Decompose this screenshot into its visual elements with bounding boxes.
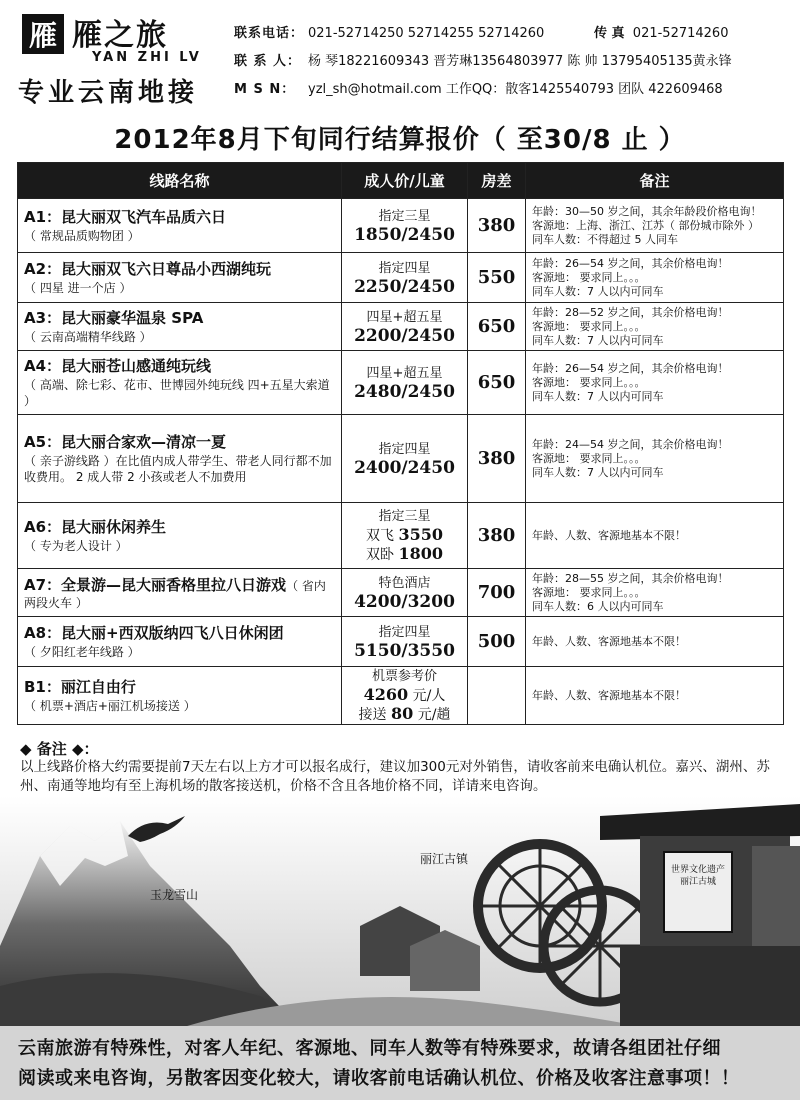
- route-cell: [18, 667, 342, 725]
- route-sub: （ 夕阳红老年线路 ）: [24, 644, 140, 659]
- price-line-sleeper: [342, 545, 467, 564]
- route-name: A2：昆大丽双飞六日尊品小西湖纯玩: [24, 259, 272, 278]
- note-line: 同车人数：7 人以内可同车: [532, 333, 664, 347]
- logo-chinese: 雁之旅: [72, 18, 168, 53]
- table-row: [18, 199, 784, 253]
- price-label: 指定三星: [378, 208, 431, 224]
- contacts-value: 杨 琴18221609343 晋芳琳13564803977 陈 帅 13795405135黄永锋: [308, 54, 732, 69]
- price-table: [17, 162, 784, 725]
- price-line-label: 双飞: [366, 527, 394, 544]
- price-value: 2250/2450: [354, 276, 455, 297]
- route-name-inline: [24, 576, 335, 611]
- route-cell: [18, 503, 342, 569]
- price-cell: [342, 617, 468, 667]
- route-name: A6：昆大丽休闲养生: [24, 517, 167, 536]
- note-line: 年龄：28—55 岁之间，其余价格电询！: [532, 571, 729, 585]
- route-name: A4：昆大丽苍山感通纯玩线: [24, 356, 212, 375]
- footer-banner: [0, 1026, 800, 1100]
- fax-value: 021-52714260: [632, 26, 729, 41]
- page-title: 2012年8月下旬同行结算报价（ 至30/8 止 ）: [114, 125, 686, 155]
- price-line-fly: [342, 526, 467, 545]
- label-jade-dragon-mountain: 玉龙雪山: [150, 888, 199, 902]
- table-row: [18, 351, 784, 415]
- price-line-unit: 元/趟: [417, 706, 451, 723]
- price-line-ticket: [342, 686, 467, 705]
- table-row: [18, 503, 784, 569]
- scene-svg: [0, 796, 800, 1028]
- route-name: A5：昆大丽合家欢—清凉一夏: [24, 432, 227, 451]
- note-line: 同车人数：7 人以内可同车: [532, 465, 664, 479]
- note-line: 年龄：26—54 岁之间，其余价格电询！: [532, 256, 729, 270]
- note-line: 年龄、人数、客源地基本不限！: [532, 528, 686, 542]
- room-diff: 380: [468, 415, 526, 503]
- price-cell: [342, 303, 468, 351]
- route-sub: （ 高端、除七彩、花市、世博园外纯玩线 四+五星大索道 ）: [24, 377, 330, 408]
- note-line: 客源地： 要求同上。。。: [532, 451, 646, 465]
- price-label: 指定四星: [378, 260, 431, 276]
- price-cell: [342, 415, 468, 503]
- table-row: [18, 253, 784, 303]
- route-sub: （ 机票+酒店+丽江机场接送 ）: [24, 698, 196, 713]
- route-name: A3：昆大丽豪华温泉 SPA: [24, 308, 204, 327]
- header: [0, 0, 800, 118]
- price-table-wrap: [17, 162, 783, 725]
- note-line: 客源地： 要求同上。。。: [532, 585, 646, 599]
- route-cell: [18, 303, 342, 351]
- header-price: 成人价/儿童: [342, 163, 468, 199]
- route-cell: [18, 351, 342, 415]
- fax-line: [594, 22, 728, 41]
- price-line-value: 1800: [398, 543, 443, 563]
- table-row: [18, 667, 784, 725]
- fax-label: 传 真: [594, 26, 625, 41]
- phone-label: 联系电话：: [234, 26, 305, 41]
- note-cell: [526, 199, 784, 253]
- note-cell: [526, 415, 784, 503]
- note-cell: [526, 617, 784, 667]
- price-line-transfer: [342, 705, 467, 724]
- price-value: 2400/2450: [354, 457, 455, 478]
- price-label: 指定三星: [378, 508, 431, 524]
- header-room-diff: 房差: [468, 163, 526, 199]
- price-label: 特色酒店: [378, 575, 431, 591]
- note-cell: [526, 503, 784, 569]
- note-cell: [526, 569, 784, 617]
- room-diff: 500: [468, 617, 526, 667]
- contacts-line: [234, 50, 732, 69]
- note-line: 年龄、人数、客源地基本不限！: [532, 634, 686, 648]
- price-cell: [342, 503, 468, 569]
- price-line-label: 双卧: [366, 546, 394, 563]
- table-row: [18, 415, 784, 503]
- route-cell: [18, 415, 342, 503]
- route-sub: （ 省内两段火车 ）: [24, 578, 326, 610]
- slogan: 专业云南地接: [18, 78, 199, 108]
- note-line: 年龄：28—52 岁之间，其余价格电询！: [532, 305, 729, 319]
- room-diff: 380: [468, 503, 526, 569]
- price-label: 四星+超五星: [366, 365, 443, 381]
- gate-sign-text: 世界文化遗产 丽江古城: [670, 865, 725, 887]
- route-name: A1：昆大丽双飞汽车品质六日: [24, 207, 227, 226]
- note-line: 客源地：上海、浙江、江苏（ 部份城市除外 ）: [532, 218, 759, 232]
- route-sub: （ 专为老人设计 ）: [24, 538, 128, 553]
- note-line: 同车人数：6 人以内可同车: [532, 599, 664, 613]
- note-line: 同车人数：7 人以内可同车: [532, 284, 664, 298]
- note-line: 同车人数：7 人以内可同车: [532, 389, 664, 403]
- note-cell: [526, 303, 784, 351]
- price-value: 2200/2450: [354, 325, 455, 346]
- room-diff: 700: [468, 569, 526, 617]
- price-line-value: 80: [391, 703, 414, 723]
- price-line-value: 4260: [363, 684, 409, 704]
- price-label: 指定四星: [378, 624, 431, 640]
- price-line-value: 3550: [398, 524, 443, 544]
- notes-text: 以上线路价格大约需要提前7天左右以上方才可以报名成行，建议加300元对外销售，请收客前来电确认机位。嘉兴、湖州、苏州、南通等地均有至上海机场的散客接送机，价格不含且各地价格不同，详请来电咨询。: [20, 759, 770, 794]
- route-sub: （ 亲子游线路 ）在比值内成人带学生、带老人同行都不加收费用。 2 成人带 2 小孩或老人不加费用: [24, 453, 332, 484]
- phone-line: [234, 22, 544, 41]
- msn-value: yzl_sh@hotmail.com 工作QQ：散客1425540793 团队 422609468: [308, 82, 723, 97]
- price-cell: [342, 199, 468, 253]
- footer-line-1: 云南旅游有特殊性，对客人年纪、客源地、同车人数等有特殊要求，故请各组团社仔细: [18, 1038, 721, 1059]
- route-name: A8：昆大丽+西双版纳四飞八日休闲团: [24, 623, 284, 642]
- room-diff: 380: [468, 199, 526, 253]
- price-cell: [342, 667, 468, 725]
- note-line: 客源地： 要求同上。。。: [532, 375, 646, 389]
- room-diff: [468, 667, 526, 725]
- msn-label: M S N：: [234, 82, 296, 97]
- contacts-label: 联 系 人：: [234, 54, 302, 69]
- note-line: 年龄：30—50 岁之间，其余年龄段价格电询！: [532, 204, 762, 218]
- note-line: 同车人数：不得超过 5 人同车: [532, 232, 678, 246]
- route-cell: [18, 199, 342, 253]
- header-notes: 备注: [526, 163, 784, 199]
- note-line: 年龄：26—54 岁之间，其余价格电询！: [532, 361, 729, 375]
- phone-value: 021-52714250 52714255 52714260: [308, 26, 545, 41]
- note-line: 客源地： 要求同上。。。: [532, 319, 646, 333]
- table-row: [18, 617, 784, 667]
- price-cell: [342, 351, 468, 415]
- note-line: 年龄、人数、客源地基本不限！: [532, 688, 686, 702]
- table-row: [18, 569, 784, 617]
- price-value: 4200/3200: [354, 591, 455, 612]
- notes-title: ◆ 备注 ◆：: [20, 740, 99, 758]
- route-cell: [18, 617, 342, 667]
- scenic-illustration: [0, 796, 800, 1028]
- route-sub: （ 云南高端精华线路 ）: [24, 329, 152, 344]
- room-diff: 550: [468, 253, 526, 303]
- room-diff: 650: [468, 303, 526, 351]
- logo-mark: 雁: [22, 14, 64, 54]
- price-label: 四星+超五星: [366, 309, 443, 325]
- route-cell: [18, 569, 342, 617]
- route-cell: [18, 253, 342, 303]
- price-label: 指定四星: [378, 441, 431, 457]
- note-line: 年龄：24—54 岁之间，其余价格电询！: [532, 437, 729, 451]
- note-cell: [526, 253, 784, 303]
- route-name: A7：全景游—昆大丽香格里拉八日游戏: [24, 575, 287, 594]
- route-name: B1：丽江自由行: [24, 677, 136, 696]
- table-header-row: [18, 163, 784, 199]
- note-line: 客源地： 要求同上。。。: [532, 270, 646, 284]
- footer-line-2: 阅读或来电咨询，另散客因变化较大，请收客前电话确认机位、价格及收客注意事项！！: [18, 1068, 740, 1089]
- room-diff: 650: [468, 351, 526, 415]
- table-row: [18, 303, 784, 351]
- price-line-label: 接送: [358, 706, 387, 723]
- price-line-unit: 元/人: [412, 687, 446, 704]
- price-value: 5150/3550: [354, 640, 455, 661]
- price-label: 机票参考价: [371, 668, 437, 684]
- price-value: 2480/2450: [354, 381, 455, 402]
- logo-english: YAN ZHI LV: [92, 50, 202, 65]
- header-route: 线路名称: [18, 163, 342, 199]
- price-cell: [342, 253, 468, 303]
- note-cell: [526, 667, 784, 725]
- price-cell: [342, 569, 468, 617]
- route-sub: （ 四星 进一个店 ）: [24, 280, 132, 295]
- route-sub: （ 常规品质购物团 ）: [24, 228, 140, 243]
- price-value: 1850/2450: [354, 224, 455, 245]
- note-cell: [526, 351, 784, 415]
- msn-line: [234, 78, 723, 97]
- label-lijiang-old-town: 丽江古镇: [420, 852, 469, 866]
